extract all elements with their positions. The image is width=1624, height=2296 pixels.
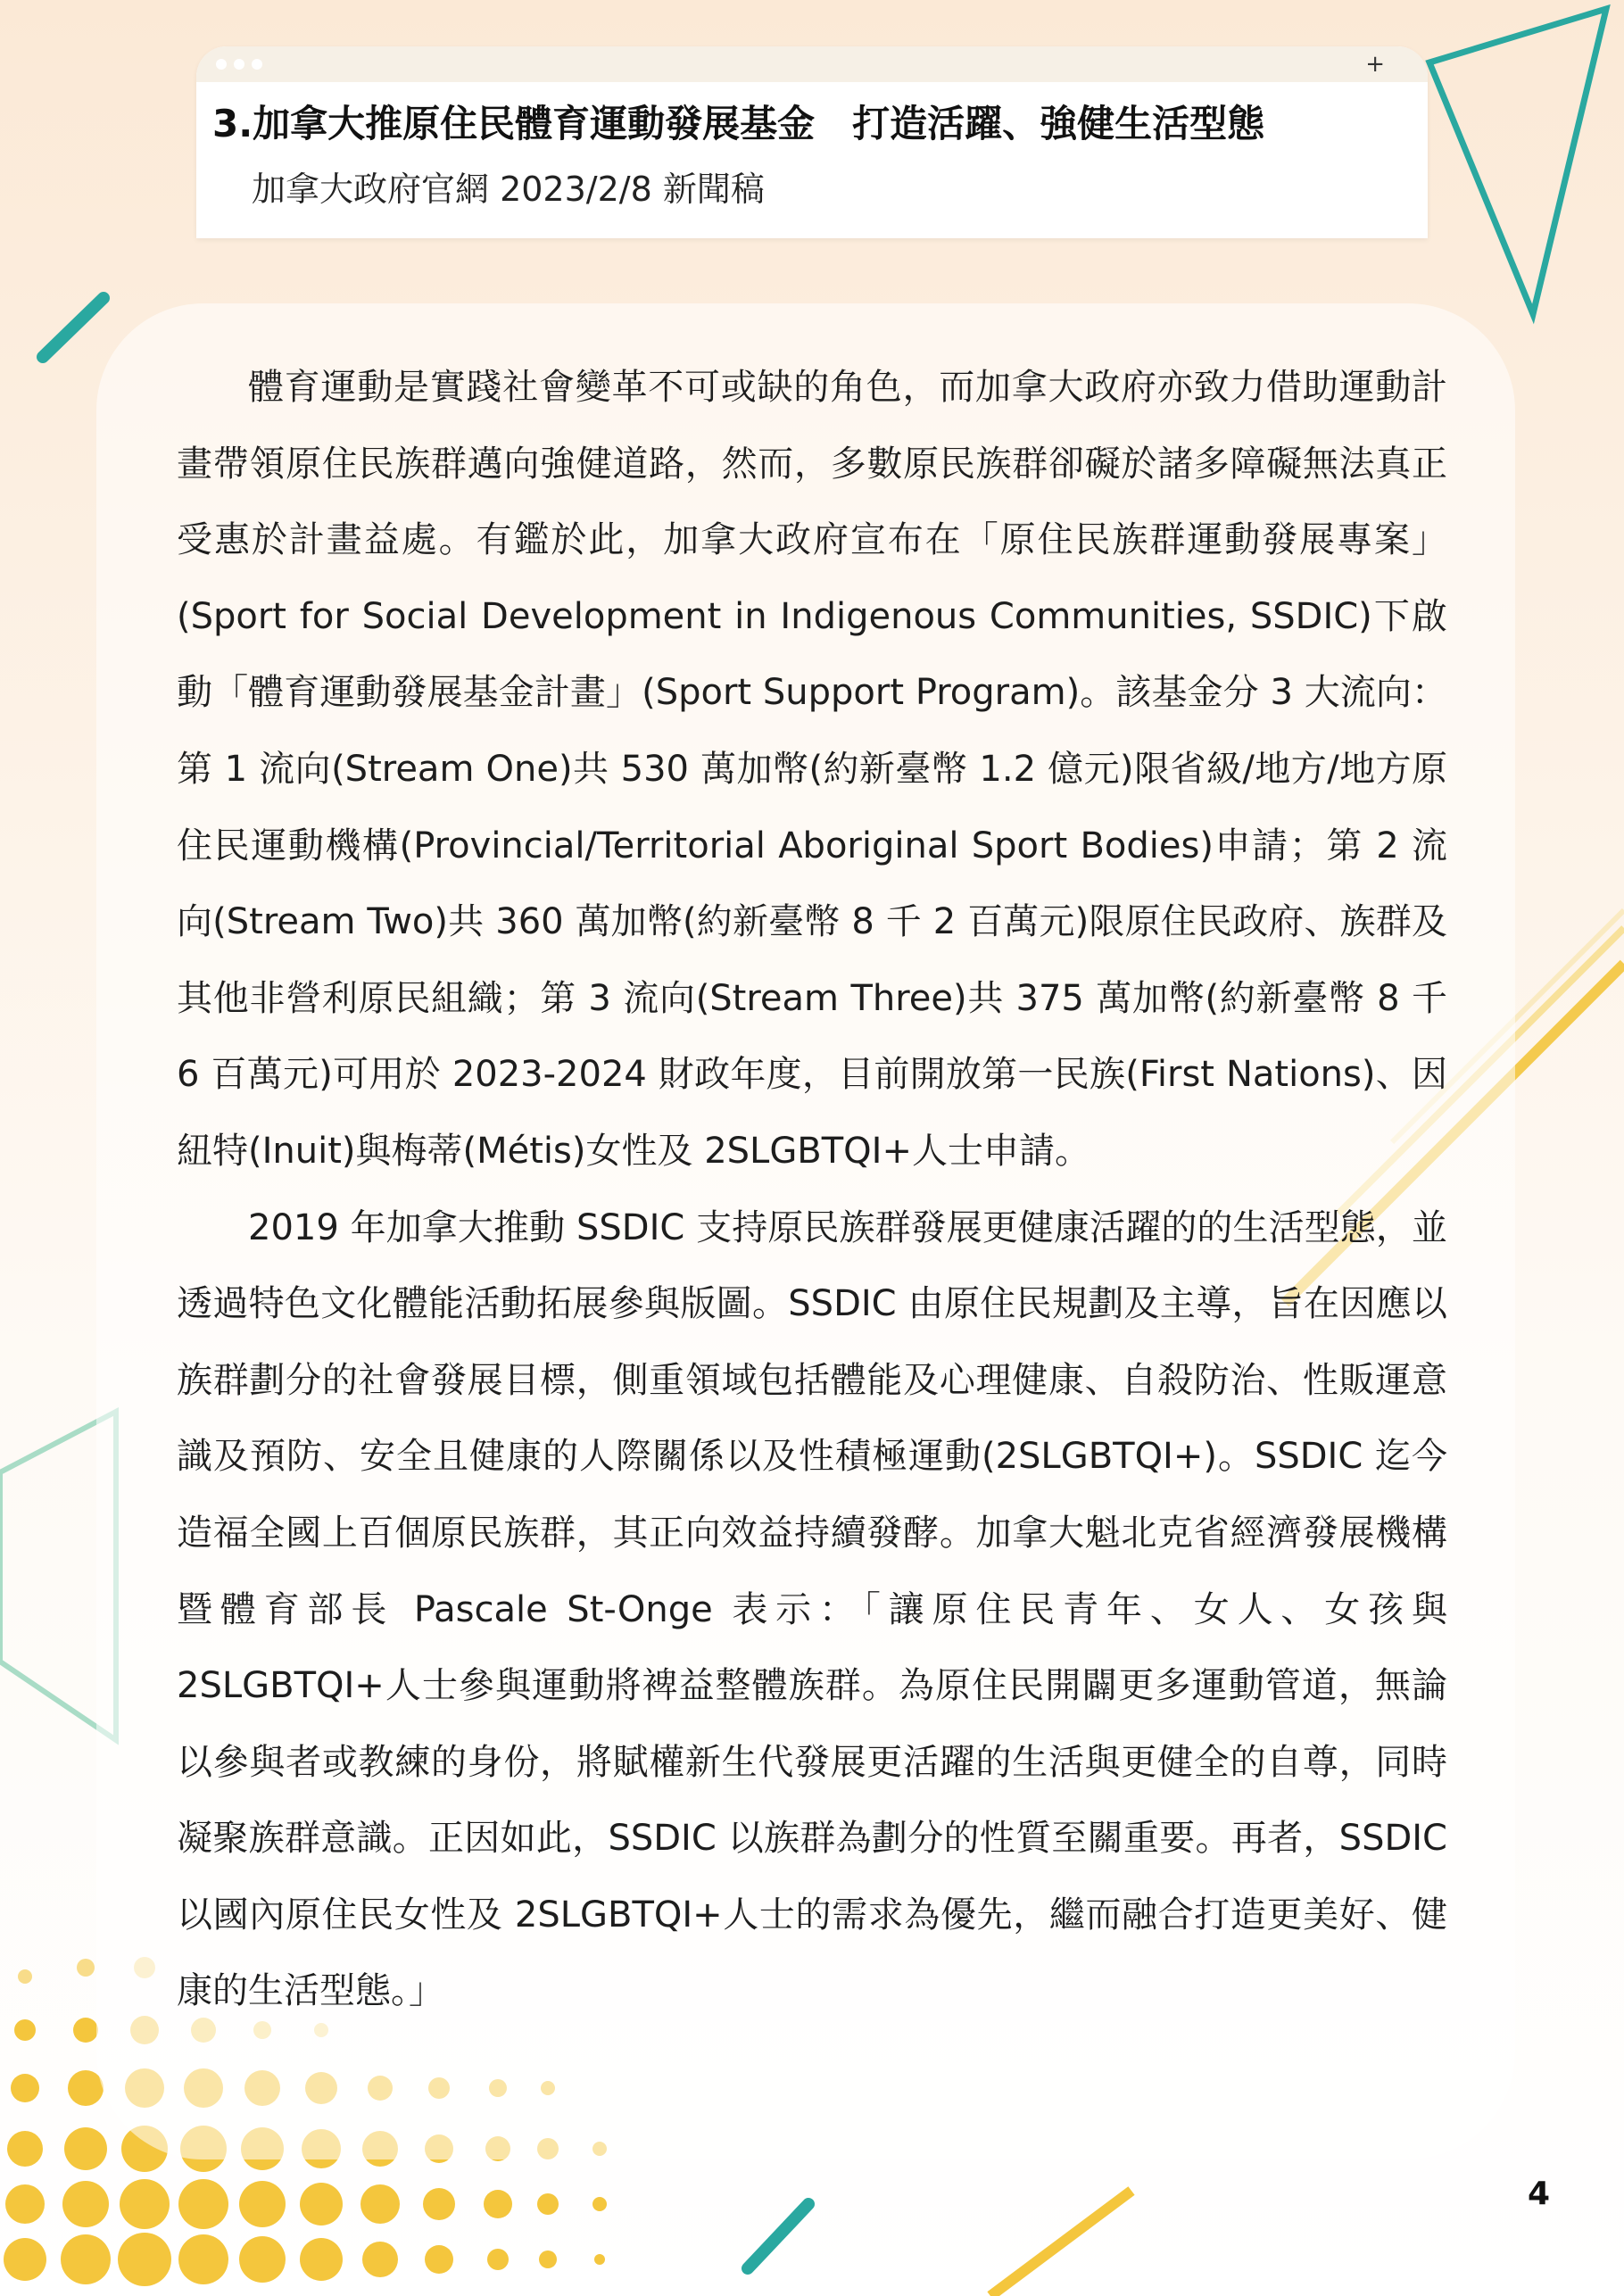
dot-icon bbox=[216, 59, 227, 70]
teal-triangle-outline bbox=[1429, 9, 1606, 314]
teal-stroke-left bbox=[43, 298, 104, 357]
article-body bbox=[177, 350, 1447, 2030]
page-number: 4 bbox=[1528, 2176, 1551, 2212]
teal-stroke-bottom bbox=[748, 2204, 808, 2268]
article-title: 3.加拿大推原住民體育運動發展基金 打造活躍、強健生活型態 bbox=[212, 102, 1265, 145]
header-bar bbox=[196, 46, 1428, 82]
plus-icon: + bbox=[1365, 51, 1385, 78]
paragraph-2: 2019 年加拿大推動 SSDIC 支持原民族群發展更健康活躍的的生活型態，並透過特色文化體能活動拓展參與版圖。SSDIC 由原住民規劃及主導，旨在因應以族群劃分的社會發展目標，側重領域包括體能及心理健康、自殺防治、性販運意識及預防、安全且健康的人際關係以及性積極運動(2SLGBTQI+)。SSDIC 迄今造福全國上百個原民族群，其正向效益持續發酵。加拿大魁北克省經濟發展機構暨體育部長 Pascale St-Onge 表示：「讓原住民青年、女人、女孩與 2SLGBTQI+人士參與運動將裨益整體族群。為原住民開闢更多運動管道，無論以參與者或教練的身份，將賦權新生代發展更活躍的生活與更健全的自尊，同時凝聚族群意識。正因如此，SSDIC 以族群為劃分的性質至關重要。再者，SSDIC 以國內原住民女性及 2SLGBTQI+人士的需求為優先，繼而融合打造更美好、健康的生活型態。」 bbox=[177, 1206, 1447, 2012]
dot-icon bbox=[234, 59, 244, 70]
yellow-stripe-bottom bbox=[990, 2191, 1131, 2296]
paragraph-1: 體育運動是實踐社會變革不可或缺的角色，而加拿大政府亦致力借助運動計畫帶領原住民族群邁向強健道路，然而，多數原民族群卻礙於諸多障礙無法真正受惠於計畫益處。有鑑於此，加拿大政府宣布在「原住民族群運動發展專案」(Sport for Social Development in Indigenous Communities, SSDIC)下啟動「體育運動發展基金計畫」(Sport Support Program)。該基金分 3 大流向：第 1 流向(Stream One)共 530 萬加幣(約新臺幣 1.2 億元)限省級/地方/地方原住民運動機構(Provincial/Territorial Aboriginal Sport Bodies)申請；第 2 流向(Stream Two)共 360 萬加幣(約新臺幣 8 千 2 百萬元)限原住民政府、族群及其他非營利原民組織；第 3 流向(Stream Three)共 375 萬加幣(約新臺幣 8 千 6 百萬元)可用於 2023-2024 財政年度，目前開放第一民族(First Nations)、因紐特(Inuit)與梅蒂(Métis)女性及 2SLGBTQI+人士申請。 bbox=[177, 367, 1447, 1172]
article-source: 加拿大政府官網 2023/2/8 新聞稿 bbox=[252, 170, 765, 209]
window-dots bbox=[216, 59, 262, 70]
dot-icon bbox=[252, 59, 262, 70]
header-card bbox=[196, 46, 1428, 238]
